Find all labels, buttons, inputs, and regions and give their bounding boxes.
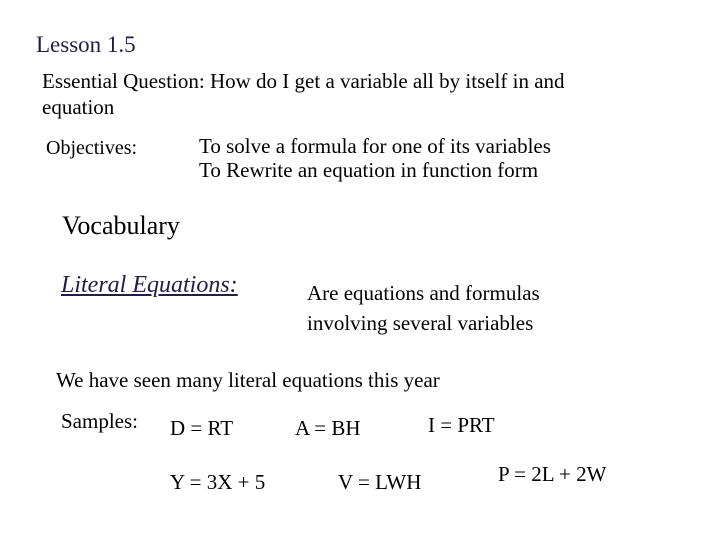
sample-formula: A = BH <box>295 416 361 440</box>
sample-formula: Y = 3X + 5 <box>170 470 266 494</box>
definition-line: Are equations and formulas <box>307 281 540 305</box>
definition-line: involving several variables <box>307 311 534 335</box>
essential-question: Essential Question: How do I get a variable all by itself in and equation <box>42 69 565 119</box>
vocabulary-term: Literal Equations: <box>61 272 238 298</box>
literal-equations-statement: We have seen many literal equations this year <box>56 368 440 392</box>
lesson-title: Lesson 1.5 <box>36 32 136 57</box>
vocabulary-heading: Vocabulary <box>62 211 180 240</box>
sample-formula: P = 2L + 2W <box>498 462 607 486</box>
objectives-list <box>199 134 551 182</box>
objective-item: To Rewrite an equation in function form <box>199 158 539 182</box>
sample-formula: D = RT <box>170 416 234 440</box>
objective-item: To solve a formula for one of its variables <box>199 134 551 158</box>
objectives-label: Objectives: <box>46 137 138 159</box>
sample-formula: I = PRT <box>428 413 495 437</box>
vocabulary-definition <box>307 278 540 338</box>
sample-formula: V = LWH <box>338 470 422 494</box>
samples-label: Samples: <box>61 409 138 433</box>
